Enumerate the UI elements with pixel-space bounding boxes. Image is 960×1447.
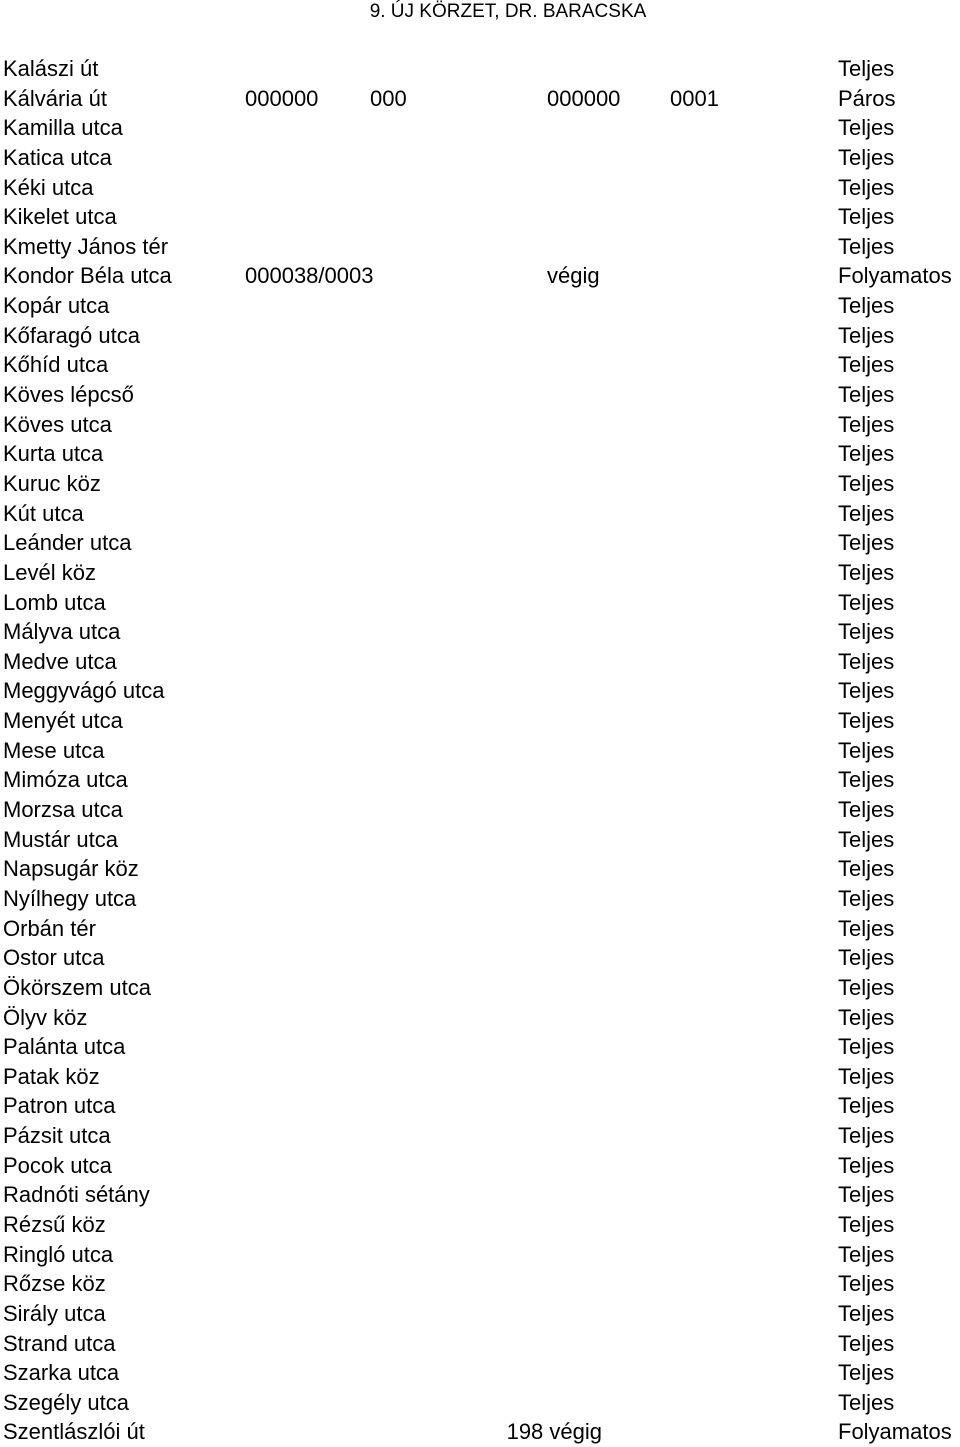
- coverage-type-cell: Teljes: [838, 1360, 895, 1386]
- table-row: [0, 173, 960, 203]
- table-row: [0, 84, 960, 114]
- street-name-cell: Katica utca: [3, 144, 112, 170]
- street-name-cell: Ölyv köz: [3, 1004, 88, 1030]
- street-name-cell: Kmetty János tér: [3, 233, 169, 259]
- street-name-cell: Ostor utca: [3, 945, 105, 971]
- coverage-type-cell: Teljes: [838, 708, 895, 734]
- house-number-from-cell: 000000: [245, 85, 319, 111]
- street-name-cell: Lomb utca: [3, 589, 106, 615]
- coverage-type-cell: Teljes: [838, 204, 895, 230]
- coverage-type-cell: Teljes: [838, 559, 895, 585]
- coverage-type-cell: Teljes: [838, 915, 895, 941]
- table-row: [0, 321, 960, 351]
- street-name-cell: Szarka utca: [3, 1360, 120, 1386]
- street-name-cell: Menyét utca: [3, 708, 123, 734]
- table-row: [0, 825, 960, 855]
- coverage-type-cell: Teljes: [838, 1063, 895, 1089]
- coverage-type-cell: Teljes: [838, 619, 895, 645]
- table-row: [0, 232, 960, 262]
- coverage-type-cell: Teljes: [838, 233, 895, 259]
- house-number-range-cell: 198 végig: [506, 1419, 602, 1445]
- table-row: [0, 439, 960, 469]
- coverage-type-cell: Teljes: [838, 470, 895, 496]
- street-name-cell: Leánder utca: [3, 530, 132, 556]
- table-row: [0, 1388, 960, 1418]
- street-name-cell: Kuruc köz: [3, 470, 101, 496]
- coverage-type-cell: Teljes: [838, 1241, 895, 1267]
- coverage-type-cell: Teljes: [838, 678, 895, 704]
- street-name-cell: Kamilla utca: [3, 115, 123, 141]
- coverage-type-cell: Teljes: [838, 797, 895, 823]
- house-number-to-suffix-cell: 0001: [670, 85, 719, 111]
- street-name-cell: Szegély utca: [3, 1389, 129, 1415]
- street-name-cell: Mustár utca: [3, 826, 118, 852]
- street-name-cell: Rőzse köz: [3, 1271, 106, 1297]
- table-row: [0, 350, 960, 380]
- table-row: [0, 54, 960, 84]
- street-name-cell: Palánta utca: [3, 1034, 126, 1060]
- street-name-cell: Orbán tér: [3, 915, 96, 941]
- table-row: [0, 469, 960, 499]
- coverage-type-cell: Teljes: [838, 737, 895, 763]
- house-number-from-suffix-cell: 000: [370, 85, 407, 111]
- table-row: [0, 1091, 960, 1121]
- table-row: [0, 202, 960, 232]
- coverage-type-cell: Teljes: [838, 1389, 895, 1415]
- coverage-type-cell: Teljes: [838, 144, 895, 170]
- street-name-cell: Kondor Béla utca: [3, 263, 172, 289]
- table-row: [0, 1269, 960, 1299]
- street-name-cell: Köves utca: [3, 411, 112, 437]
- street-name-cell: Kálvária út: [3, 85, 107, 111]
- coverage-type-cell: Teljes: [838, 856, 895, 882]
- street-name-cell: Pázsit utca: [3, 1123, 111, 1149]
- coverage-type-cell: Teljes: [838, 945, 895, 971]
- street-name-cell: Morzsa utca: [3, 797, 123, 823]
- table-row: [0, 113, 960, 143]
- table-row: [0, 588, 960, 618]
- coverage-type-cell: Teljes: [838, 648, 895, 674]
- table-row: [0, 528, 960, 558]
- table-row: [0, 884, 960, 914]
- street-name-cell: Kút utca: [3, 500, 84, 526]
- street-name-cell: Kalászi út: [3, 56, 99, 81]
- table-row: [0, 1151, 960, 1181]
- table-row: [0, 765, 960, 795]
- street-name-cell: Mimóza utca: [3, 767, 128, 793]
- table-row: [0, 1240, 960, 1270]
- street-name-cell: Medve utca: [3, 648, 117, 674]
- coverage-type-cell: Teljes: [838, 1152, 895, 1178]
- coverage-type-cell: Teljes: [838, 1211, 895, 1237]
- street-table: [0, 54, 960, 1447]
- table-row: [0, 1299, 960, 1329]
- street-name-cell: Napsugár köz: [3, 856, 139, 882]
- street-name-cell: Meggyvágó utca: [3, 678, 165, 704]
- street-name-cell: Ringló utca: [3, 1241, 114, 1267]
- coverage-type-cell: Folyamatos: [838, 1419, 952, 1445]
- table-row: [0, 854, 960, 884]
- coverage-type-cell: Teljes: [838, 56, 895, 81]
- table-row: [0, 914, 960, 944]
- street-name-cell: Rézsű köz: [3, 1211, 106, 1237]
- table-row: [0, 1032, 960, 1062]
- table-row: [0, 261, 960, 291]
- street-name-cell: Pocok utca: [3, 1152, 112, 1178]
- street-name-cell: Mályva utca: [3, 619, 121, 645]
- street-name-cell: Patak köz: [3, 1063, 100, 1089]
- coverage-type-cell: Teljes: [838, 1330, 895, 1356]
- table-row: [0, 795, 960, 825]
- table-row: [0, 1003, 960, 1033]
- street-name-cell: Kéki utca: [3, 174, 94, 200]
- table-row: [0, 706, 960, 736]
- house-number-to-cell: végig: [547, 263, 600, 289]
- table-row: [0, 410, 960, 440]
- coverage-type-cell: Páros: [838, 85, 896, 111]
- coverage-type-cell: Teljes: [838, 530, 895, 556]
- coverage-type-cell: Teljes: [838, 885, 895, 911]
- coverage-type-cell: Teljes: [838, 826, 895, 852]
- table-row: [0, 1358, 960, 1388]
- street-name-cell: Kikelet utca: [3, 204, 117, 230]
- coverage-type-cell: Teljes: [838, 767, 895, 793]
- coverage-type-cell: Folyamatos: [838, 263, 952, 289]
- table-row: [0, 1121, 960, 1151]
- coverage-type-cell: Teljes: [838, 1182, 895, 1208]
- street-name-cell: Patron utca: [3, 1093, 116, 1119]
- table-row: [0, 676, 960, 706]
- street-name-cell: Kurta utca: [3, 441, 104, 467]
- house-number-to-cell: 000000: [547, 85, 621, 111]
- coverage-type-cell: Teljes: [838, 1300, 895, 1326]
- coverage-type-cell: Teljes: [838, 1004, 895, 1030]
- table-row: [0, 380, 960, 410]
- coverage-type-cell: Teljes: [838, 1271, 895, 1297]
- street-name-cell: Ökörszem utca: [3, 974, 151, 1000]
- street-name-cell: Kőfaragó utca: [3, 322, 140, 348]
- street-name-cell: Mese utca: [3, 737, 105, 763]
- house-number-from-cell: 000038/0003: [245, 263, 374, 289]
- coverage-type-cell: Teljes: [838, 974, 895, 1000]
- street-name-cell: Levél köz: [3, 559, 96, 585]
- coverage-type-cell: Teljes: [838, 322, 895, 348]
- coverage-type-cell: Teljes: [838, 1093, 895, 1119]
- table-row: [0, 736, 960, 766]
- table-row: [0, 1417, 960, 1447]
- coverage-type-cell: Teljes: [838, 293, 895, 319]
- street-name-cell: Köves lépcső: [3, 382, 134, 408]
- table-row: [0, 943, 960, 973]
- coverage-type-cell: Teljes: [838, 174, 895, 200]
- coverage-type-cell: Teljes: [838, 500, 895, 526]
- table-row: [0, 1180, 960, 1210]
- table-row: [0, 143, 960, 173]
- street-name-cell: Radnóti sétány: [3, 1182, 150, 1208]
- page-title: 9. ÚJ KÖRZET, DR. BARACSKA: [369, 1, 647, 22]
- coverage-type-cell: Teljes: [838, 352, 895, 378]
- street-name-cell: Kopár utca: [3, 293, 110, 319]
- table-row: [0, 291, 960, 321]
- coverage-type-cell: Teljes: [838, 589, 895, 615]
- table-row: [0, 499, 960, 529]
- coverage-type-cell: Teljes: [838, 441, 895, 467]
- table-row: [0, 1210, 960, 1240]
- street-name-cell: Sirály utca: [3, 1300, 106, 1326]
- coverage-type-cell: Teljes: [838, 382, 895, 408]
- street-name-cell: Szentlászlói út: [3, 1419, 145, 1445]
- table-row: [0, 973, 960, 1003]
- table-row: [0, 1329, 960, 1359]
- table-row: [0, 1062, 960, 1092]
- coverage-type-cell: Teljes: [838, 115, 895, 141]
- street-name-cell: Nyílhegy utca: [3, 885, 137, 911]
- street-name-cell: Strand utca: [3, 1330, 116, 1356]
- table-row: [0, 617, 960, 647]
- table-row: [0, 558, 960, 588]
- page-header: [0, 1, 960, 23]
- coverage-type-cell: Teljes: [838, 1034, 895, 1060]
- coverage-type-cell: Teljes: [838, 1123, 895, 1149]
- street-name-cell: Kőhíd utca: [3, 352, 109, 378]
- table-row: [0, 647, 960, 677]
- coverage-type-cell: Teljes: [838, 411, 895, 437]
